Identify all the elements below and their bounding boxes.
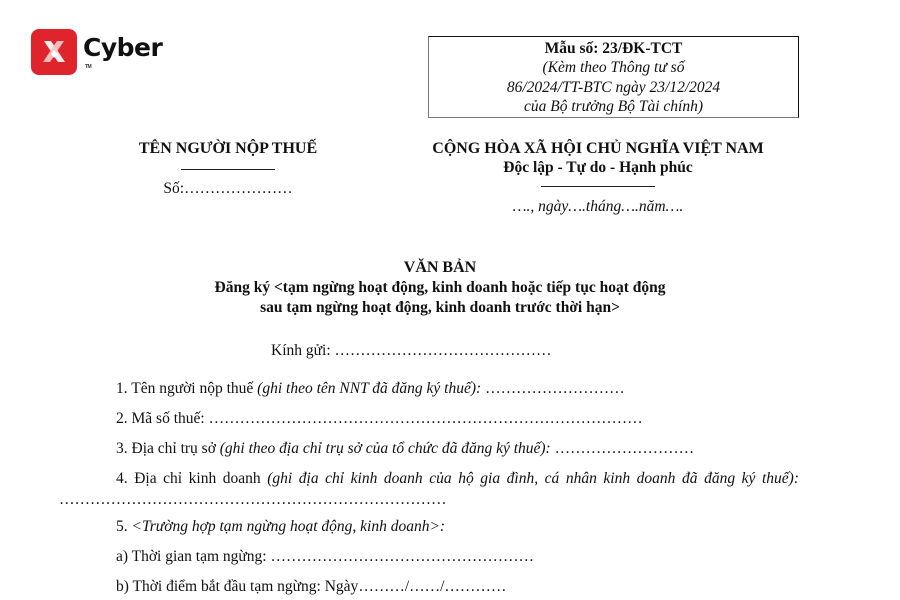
field-suspension-period <box>116 547 534 567</box>
document-subject: Đăng ký <tạm ngừng hoạt động, kinh doanh hoặc tiếp tục hoạt động <box>214 279 666 296</box>
field-label: 3. Địa chỉ trụ sở <box>116 440 220 457</box>
recipient-label: Kính gửi: <box>271 342 335 359</box>
recipient-line <box>271 341 552 361</box>
field-label: 4. Địa chỉ kinh doanh <box>116 470 268 487</box>
field-suspension-start-date <box>116 577 506 597</box>
business-address-input[interactable]: ………………………………………………………………… <box>59 491 447 508</box>
field-hint: (ghi theo tên NNT đã đăng ký thuế): <box>257 380 486 397</box>
form-note-line: của Bộ trưởng Bộ Tài chính) <box>523 98 704 115</box>
form-note-line: 86/2024/TT-BTC ngày 23/12/2024 <box>506 78 721 96</box>
recipient-field[interactable]: …………………………………… <box>334 342 552 359</box>
brand-name <box>83 33 163 70</box>
field-tax-code <box>116 409 643 429</box>
document-type: VĂN BẢN <box>403 259 477 276</box>
document-title <box>160 258 720 318</box>
field-head-office-address <box>116 439 694 459</box>
field-label: 5. <box>116 518 132 535</box>
field-label: a) Thời gian tạm ngừng: <box>116 548 271 565</box>
form-code-box <box>428 36 799 118</box>
taxpayer-name-title: TÊN NGƯỜI NỘP THUẾ <box>138 140 318 157</box>
field-label: b) Thời điểm bắt đầu tạm ngừng: Ngày <box>116 578 359 595</box>
head-office-address-input[interactable]: ……………………… <box>554 440 695 457</box>
tax-code-input[interactable]: ………………………………………………………………………… <box>208 410 643 427</box>
field-hint: <Trường hợp tạm ngừng hoạt động, kinh doanh>: <box>131 518 446 535</box>
form-code: Mẫu số: 23/ĐK-TCT <box>544 40 683 57</box>
nation-title: CỘNG HÒA XÃ HỘI CHỦ NGHĨA VIỆT NAM <box>432 140 764 157</box>
divider <box>181 169 275 170</box>
field-hint: (ghi theo địa chỉ trụ sở của tổ chức đã đăng ký thuế): <box>219 440 555 457</box>
date-field[interactable]: …., ngày….tháng….năm…. <box>512 198 684 215</box>
field-label: 1. Tên người nộp thuế <box>116 380 258 397</box>
brand-text: Cyber <box>83 33 163 62</box>
field-business-address <box>59 468 799 510</box>
document-subject: sau tạm ngừng hoạt động, kinh doanh trước thời hạn> <box>260 299 620 316</box>
suspension-period-input[interactable]: …………………………………………… <box>270 548 534 565</box>
x-mark-icon <box>31 29 77 75</box>
divider <box>541 186 655 187</box>
trademark: TM <box>85 64 92 70</box>
field-suspension-case <box>116 517 445 537</box>
form-note-line: (Kèm theo Thông tư số <box>542 59 685 76</box>
field-label: 2. Mã số thuế: <box>116 410 209 427</box>
national-motto: Độc lập - Tự do - Hạnh phúc <box>503 159 693 176</box>
field-taxpayer-name <box>116 379 625 399</box>
cyber-logo <box>31 29 162 75</box>
field-hint: (ghi địa chỉ kinh doanh của hộ gia đình, cá nhân kinh doanh đã đăng ký thuế): <box>267 470 799 487</box>
taxpayer-name-input[interactable]: ……………………… <box>485 380 625 397</box>
taxpayer-header <box>110 139 346 199</box>
suspension-start-date-input[interactable]: ………/……/………… <box>358 578 507 595</box>
document-number-field[interactable]: Số:………………… <box>163 180 293 197</box>
national-header <box>400 139 796 217</box>
